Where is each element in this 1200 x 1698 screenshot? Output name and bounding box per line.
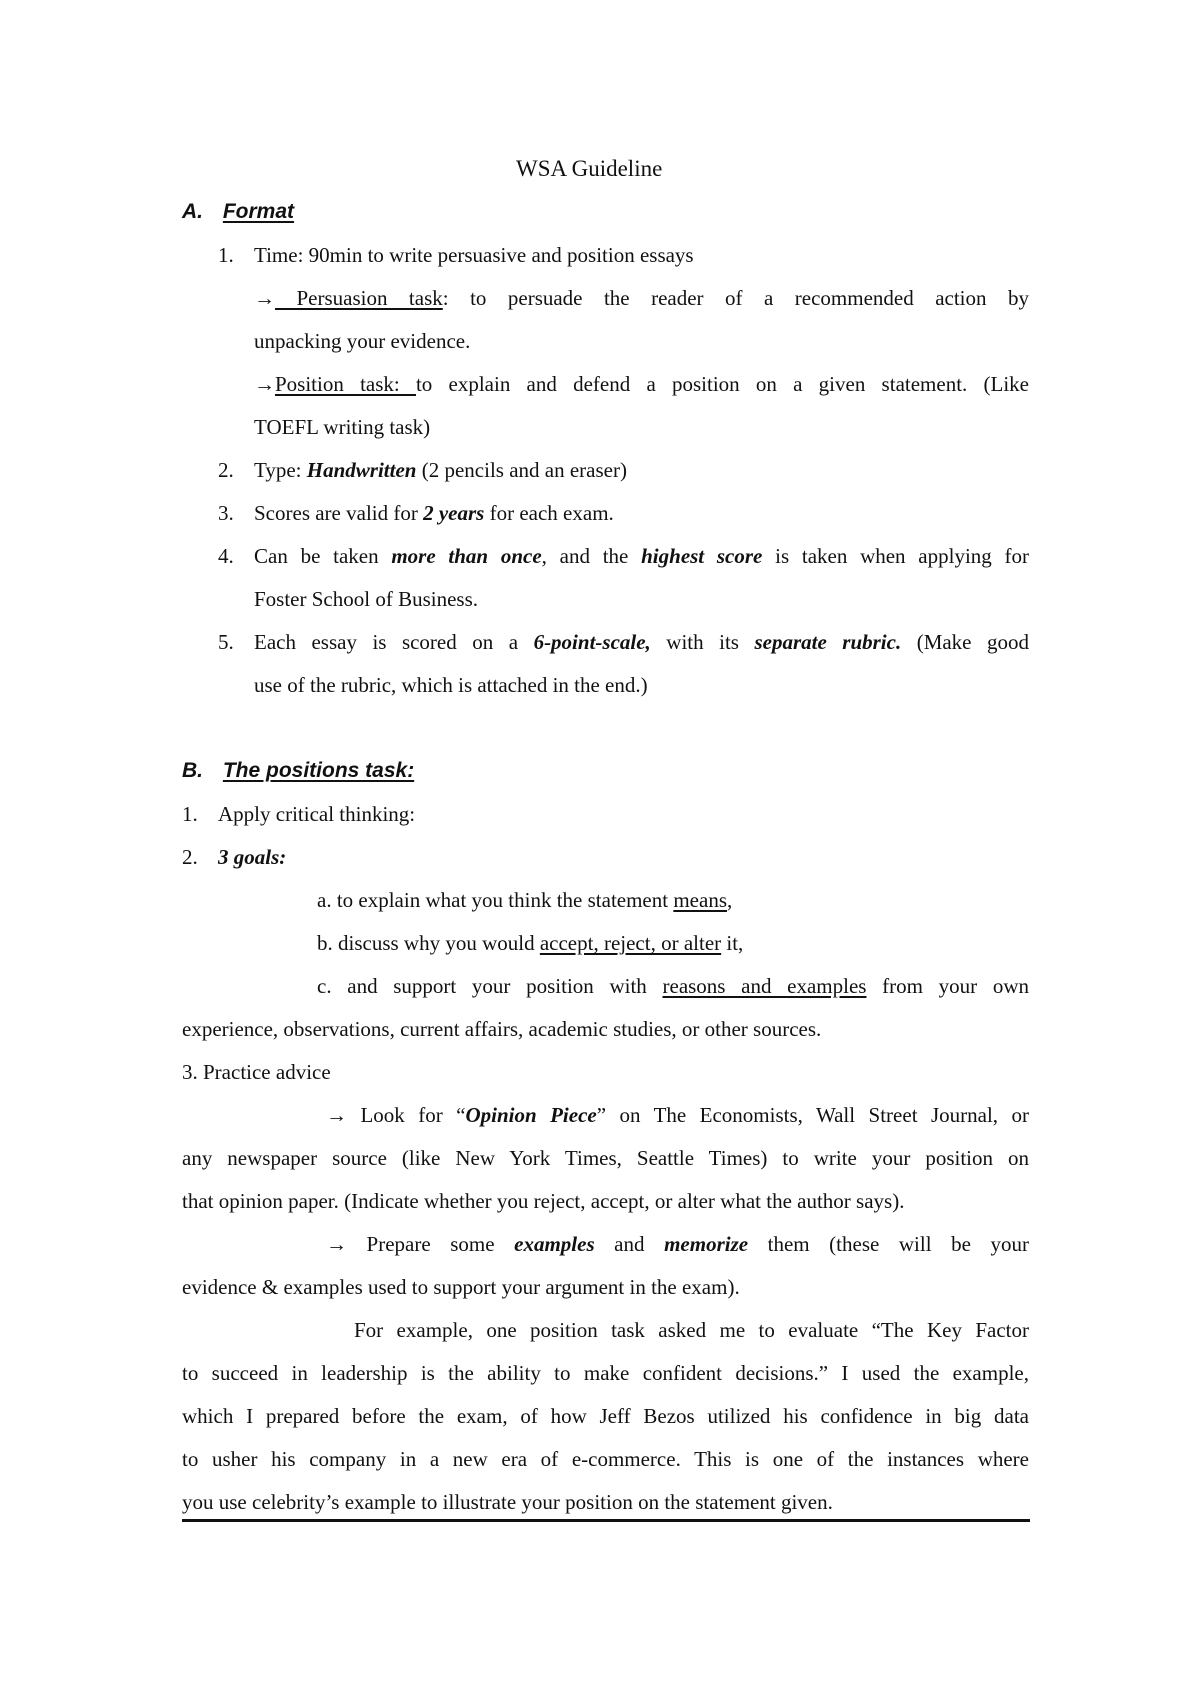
section-a-title: Format [222,200,295,223]
item-text: Type: [254,458,307,482]
list-item [218,456,627,484]
goal-text: b. discuss why you would [317,931,540,955]
goal-c-continuation: experience, observations, current affairs, academic studies, or other sources. [182,1017,822,1041]
item-text: is taken when applying for [762,544,1030,568]
arrow-icon: → [254,286,275,310]
list-item [182,843,286,871]
goal-text: a. to explain what you think the statement [317,888,674,912]
item-number: 3. [218,501,234,525]
advice-2 [326,1230,1029,1258]
item-number: 5. [218,630,234,654]
persuasion-task-text: : to persuade the reader of a recommended action by [442,286,1029,310]
goal-a [317,886,732,914]
example-line-5: you use celebrity’s example to illustrate your position on the statement given. [182,1490,833,1514]
list-item [218,628,1029,656]
advice-text: Look for “ [347,1103,466,1127]
item-number: 2. [218,458,234,482]
position-task-label: Position task: [275,372,416,396]
item-number: 4. [218,544,234,568]
item-text: (Make good [901,630,1029,654]
position-task-line-2: TOEFL writing task) [254,415,431,439]
example-line-2: to succeed in leadership is the ability to make confident decisions.” I used the example, [182,1361,1029,1385]
list-item [218,241,694,269]
advice-text: and [594,1232,665,1256]
advice-1 [326,1101,1029,1129]
item-text: Can be taken [254,544,392,568]
list-item-continuation: use of the rubric, which is attached in the end.) [254,673,648,697]
page-title: WSA Guideline [516,156,663,181]
emphasis: 2 years [423,501,485,525]
item-text: , and the [541,544,642,568]
section-b-heading [182,757,414,785]
goal-underline: means [673,888,727,912]
section-b-letter: B. [182,759,203,782]
item-text: Scores are valid for [254,501,424,525]
persuasion-task-line [254,284,1029,312]
goal-text: , [727,888,733,912]
goal-underline: accept, reject, or alter [539,931,722,955]
item-number: 2. [182,845,198,869]
section-a-letter: A. [182,200,203,223]
goal-text: c. and support your position with [317,974,663,998]
item-text: Each essay is scored on a [254,630,534,654]
goal-text: from your own [866,974,1029,998]
item-text: with its [650,630,755,654]
advice-text: Prepare some [347,1232,515,1256]
arrow-icon: → [254,372,275,396]
goal-c [317,972,1029,1000]
list-item-continuation: Foster School of Business. [254,587,479,611]
practice-advice-heading: 3. Practice advice [182,1060,331,1084]
advice-1-line-2: any newspaper source (like New York Times, Seattle Times) to write your position on [182,1146,1029,1170]
item-text: Apply critical thinking: [218,802,416,826]
bottom-divider [182,1519,1030,1522]
emphasis: 6-point-scale, [533,630,651,654]
emphasis: examples [514,1232,595,1256]
emphasis: Opinion Piece [465,1103,597,1127]
item-text: for each exam. [484,501,614,525]
emphasis: separate rubric. [754,630,902,654]
position-task-line [254,370,1029,398]
advice-1-line-3: that opinion paper. (Indicate whether you reject, accept, or alter what the author says). [182,1189,905,1213]
item-number: 1. [218,243,234,267]
arrow-icon: → [326,1103,347,1127]
item-text: 3 goals: [218,845,287,869]
advice-text: them (these will be your [748,1232,1029,1256]
emphasis: more than once [391,544,542,568]
item-number: 1. [182,802,198,826]
goal-underline: reasons and examples [662,974,867,998]
section-b-title: The positions task: [222,759,415,782]
list-item [218,542,1029,570]
persuasion-task-label: Persuasion task [275,286,443,310]
advice-2-line-2: evidence & examples used to support your argument in the exam). [182,1275,740,1299]
example-line-1: For example, one position task asked me to evaluate “The Key Factor [354,1318,1029,1342]
example-line-4: to usher his company in a new era of e-commerce. This is one of the instances where [182,1447,1029,1471]
persuasion-task-line-2: unpacking your evidence. [254,329,471,353]
item-text: Time: 90min to write persuasive and position essays [254,243,694,267]
emphasis: Handwritten [306,458,417,482]
example-line-3: which I prepared before the exam, of how Jeff Bezos utilized his confidence in big data [182,1404,1029,1428]
emphasis: memorize [664,1232,749,1256]
goal-text: it, [721,931,744,955]
arrow-icon: → [326,1232,347,1256]
emphasis: highest score [641,544,763,568]
section-a-heading [182,198,294,226]
list-item [218,499,614,527]
list-item [182,800,415,828]
item-text: (2 pencils and an eraser) [416,458,627,482]
position-task-text: to explain and defend a position on a given statement. (Like [415,372,1029,396]
goal-b [317,929,743,957]
advice-text: ” on The Economists, Wall Street Journal, or [596,1103,1029,1127]
